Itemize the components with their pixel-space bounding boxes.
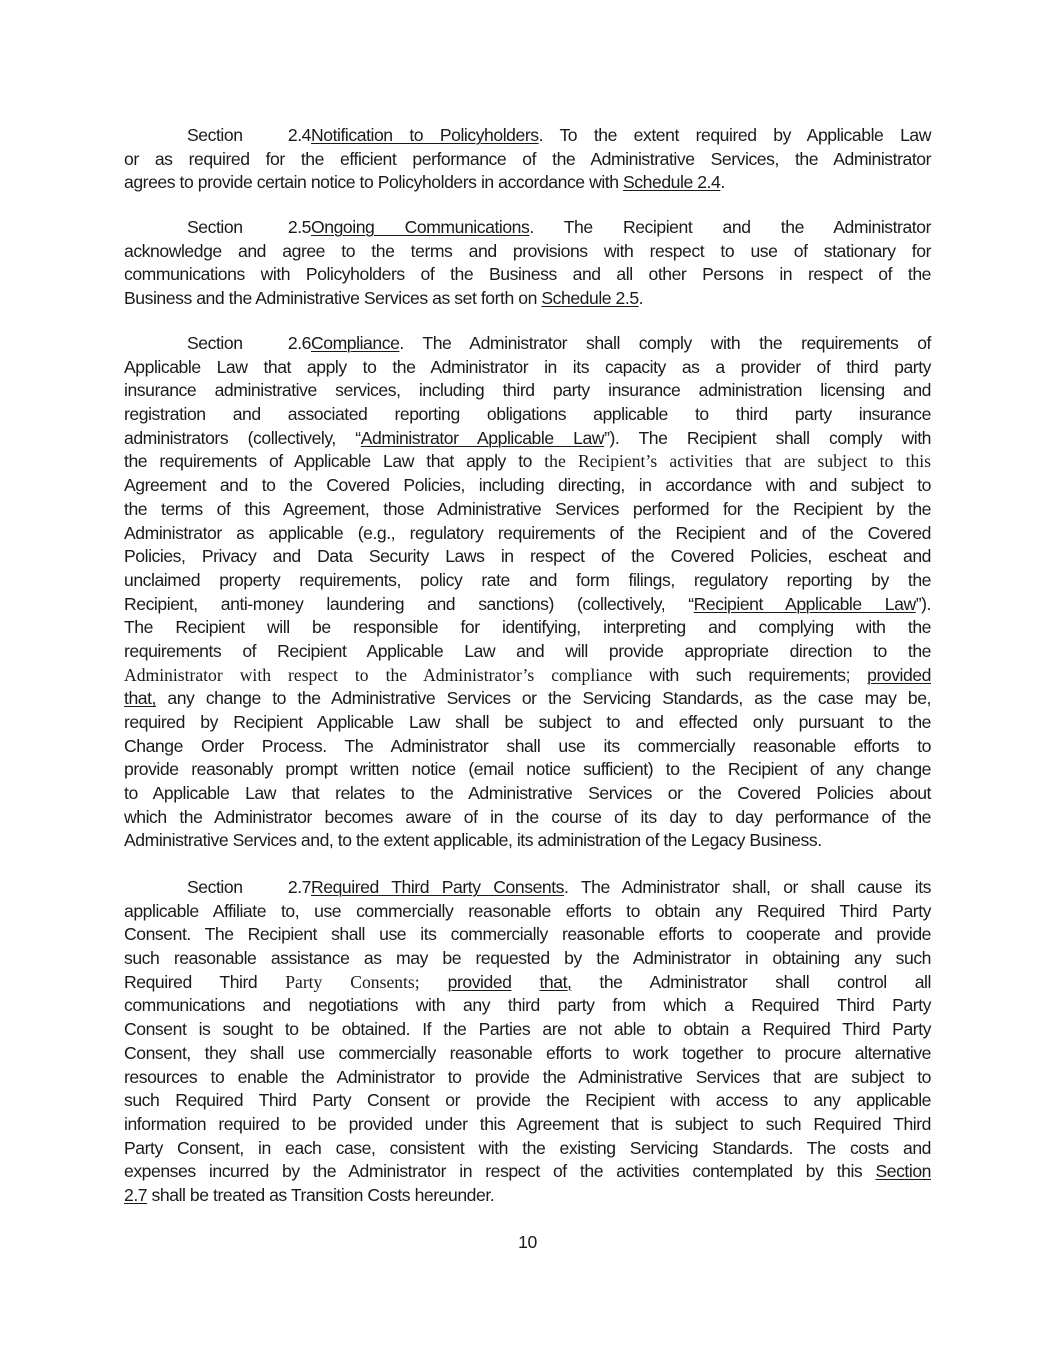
paragraph-line: Consent. The Recipient shall use its commercially reasonable efforts to cooperate and provide xyxy=(124,924,931,945)
line-text xyxy=(420,972,448,992)
paragraph-line: requirements of Recipient Applicable Law and will provide appropriate direction to the xyxy=(124,640,931,661)
paragraph-line: resources to enable the Administrator to provide the Administrative Services that are subject to xyxy=(124,1066,931,1087)
paragraph-line: registration and associated reporting obligations applicable to third party insurance xyxy=(124,404,931,425)
paragraph-line xyxy=(124,687,931,711)
line-text: any change to the Administrative Services or the Servicing Standards, as the case may be, xyxy=(155,688,931,709)
section-2-6 xyxy=(124,332,931,853)
line-text: Administrator with respect to the Administrator’s compliance xyxy=(124,664,650,685)
line-text: . The Administrator shall, or shall cause its xyxy=(564,877,931,897)
paragraph-line xyxy=(124,971,931,995)
section-title-link[interactable]: Required Third Party Consents xyxy=(311,877,565,897)
paragraph-line xyxy=(124,664,931,688)
schedule-2-5-link[interactable]: Schedule 2.5 xyxy=(541,288,639,309)
paragraph-line: the terms of this Agreement, those Administrative Services performed for the Recipient by the xyxy=(124,498,931,519)
paragraph-line: required by Recipient Applicable Law shall be subject to and effected only pursuant to the xyxy=(124,712,931,732)
line-text: Party Consents; xyxy=(285,971,420,992)
paragraph-line: which the Administrator becomes aware of in the course of its day to day performance of the xyxy=(124,806,931,827)
paragraph-line xyxy=(124,287,931,311)
paragraph-line: such reasonable assistance as may be requested by the Administrator in obtaining any such xyxy=(124,948,931,969)
paragraph-line: applicable Affiliate to, use commercially reasonable efforts to obtain any Required Third Party xyxy=(124,900,931,921)
section-2-5 xyxy=(124,216,931,311)
line-text: the Recipient’s activities that are subject to this xyxy=(544,451,931,472)
that-term: that, xyxy=(124,688,156,709)
defined-term-recipient-applicable-law: Recipient Applicable Law xyxy=(693,593,916,614)
paragraph-line: Change Order Process. The Administrator shall use its commercially reasonable efforts to xyxy=(124,735,931,756)
line-text: the requirements of Applicable Law that apply to xyxy=(124,451,545,472)
paragraph-line xyxy=(124,1184,931,1208)
defined-term-administrator-applicable-law: Administrator Applicable Law xyxy=(360,427,605,448)
section-title-link[interactable]: Notification to Policyholders xyxy=(311,125,539,145)
paragraph-line: Administrative Services and, to the extent applicable, its administration of the Legacy Business. xyxy=(124,830,822,851)
paragraph-line: provide reasonably prompt written notice (email notice sufficient) to the Recipient of any change xyxy=(124,759,931,780)
line-text xyxy=(512,972,540,992)
line-text: administrators (collectively, “ xyxy=(124,427,361,448)
section-title-link[interactable]: Compliance xyxy=(311,333,400,353)
paragraph-line xyxy=(124,876,931,900)
section-number: Section 2.6 xyxy=(187,333,311,353)
line-text: agrees to provide certain notice to Policyholders in accordance with xyxy=(124,172,624,193)
section-2-7-link[interactable]: 2.7 xyxy=(124,1184,148,1205)
line-text: with such requirements; xyxy=(649,664,868,685)
paragraph-line xyxy=(124,124,931,148)
line-text: Business and the Administrative Services as set forth on xyxy=(124,288,542,309)
paragraph-line: Agreement and to the Covered Policies, including directing, in accordance with and subject to xyxy=(124,475,931,496)
provided-term: provided xyxy=(867,664,931,685)
line-text: shall be treated as Transition Costs hereunder. xyxy=(147,1184,495,1205)
section-2-4 xyxy=(124,124,931,195)
section-2-7-link[interactable]: Section xyxy=(875,1161,931,1182)
paragraph-line xyxy=(124,593,931,617)
paragraph-line: insurance administrative services, including third party insurance administration licensing and xyxy=(124,380,931,401)
paragraph-line: acknowledge and agree to the terms and provisions with respect to use of stationary for xyxy=(124,240,931,261)
paragraph-line: communications with Policyholders of the Business and all other Persons in respect of the xyxy=(124,264,931,285)
paragraph-line: The Recipient will be responsible for identifying, interpreting and complying with the xyxy=(124,617,931,638)
line-text: the Administrator shall control all xyxy=(571,971,931,992)
paragraph-line xyxy=(124,216,931,240)
line-text: Recipient, anti-money laundering and sanctions) (collectively, “ xyxy=(124,593,694,614)
paragraph-line: communications and negotiations with any third party from which a Required Third Party xyxy=(124,995,931,1016)
section-title-link[interactable]: Ongoing Communications xyxy=(311,217,530,237)
paragraph-line xyxy=(124,450,931,474)
line-text: . The Administrator shall comply with the requirements of xyxy=(399,333,931,353)
paragraph-line: Consent is sought to be obtained. If the Parties are not able to obtain a Required Third Party xyxy=(124,1019,931,1040)
page-number: 10 xyxy=(518,1232,537,1252)
section-number: Section 2.4 xyxy=(187,125,311,145)
paragraph-line xyxy=(124,171,931,195)
provided-term: provided xyxy=(447,971,512,992)
line-text: . xyxy=(720,172,725,193)
schedule-2-4-link[interactable]: Schedule 2.4 xyxy=(623,172,721,193)
section-number: Section 2.5 xyxy=(187,217,311,237)
paragraph-line: information required to be provided under this Agreement that is subject to such Required Third xyxy=(124,1113,931,1134)
paragraph-line xyxy=(124,427,931,451)
line-text: ”). xyxy=(915,593,931,614)
paragraph-line: Policies, Privacy and Data Security Laws in respect of the Covered Policies, escheat and xyxy=(124,546,931,567)
paragraph-line: unclaimed property requirements, policy rate and form filings, regulatory reporting by the xyxy=(124,569,931,590)
line-text: expenses incurred by the Administrator in respect of the activities contemplated by this xyxy=(124,1161,876,1182)
line-text: ”). The Recipient shall comply with xyxy=(604,427,931,448)
paragraph-line: or as required for the efficient performance of the Administrative Services, the Administrator xyxy=(124,148,931,169)
line-text: . The Recipient and the Administrator xyxy=(529,217,931,237)
paragraph-line xyxy=(124,1160,931,1184)
paragraph-line: such Required Third Party Consent or provide the Recipient with access to any applicable xyxy=(124,1090,931,1111)
paragraph-line: Applicable Law that apply to the Administrator in its capacity as a provider of third party xyxy=(124,356,931,377)
line-text: Required Third xyxy=(124,971,286,992)
line-text: . To the extent required by Applicable Law xyxy=(538,125,932,145)
that-term: that, xyxy=(539,971,572,992)
section-number: Section 2.7 xyxy=(187,877,311,897)
section-2-7 xyxy=(124,876,931,1208)
paragraph-line: to Applicable Law that relates to the Administrative Services or the Covered Policies about xyxy=(124,783,931,804)
paragraph-line: Administrator as applicable (e.g., regulatory requirements of the Recipient and of the Covered xyxy=(124,522,931,543)
paragraph-line xyxy=(124,332,931,356)
paragraph-line: Consent, they shall use commercially reasonable efforts to work together to procure alternative xyxy=(124,1042,931,1063)
paragraph-line: Party Consent, in each case, consistent with the existing Servicing Standards. The costs and xyxy=(124,1137,931,1158)
line-text: . xyxy=(638,288,644,309)
